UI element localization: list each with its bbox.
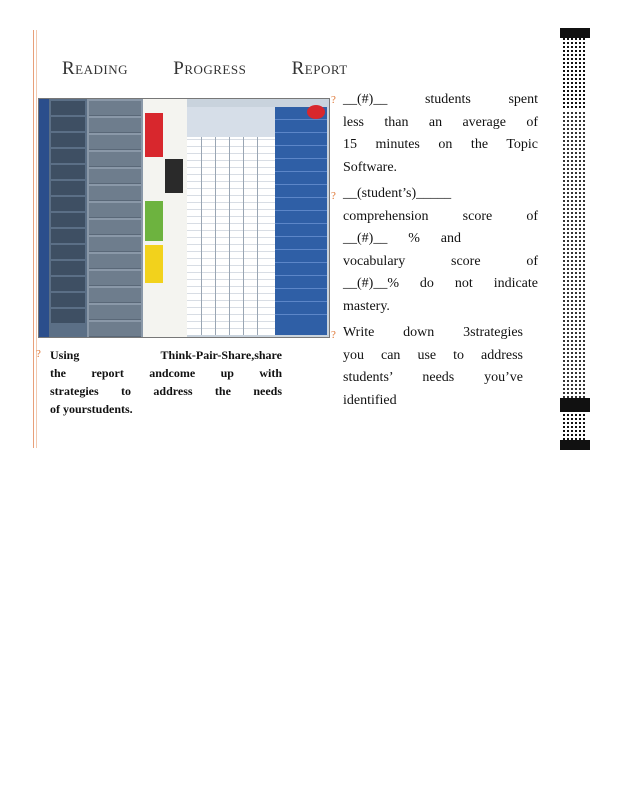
bullet-3-line-2: you can use to address	[343, 347, 523, 363]
bullet-1-line-1: __(#)__ students spent	[343, 92, 538, 107]
screenshot-green-tab	[145, 201, 163, 241]
screenshot-blue-header-column	[275, 107, 327, 335]
bullet-2-line-1: __(student’s)_____	[343, 186, 452, 201]
bullet-2-line-3: __(#)__ % and	[343, 231, 461, 246]
bullet-1-line-4: Software.	[343, 159, 398, 175]
bullet-1-line-3: 15 minutes on the Topic	[343, 137, 538, 152]
title-word-3: Report	[291, 58, 348, 79]
bullet-2-line-5: __(#)__% do not indicate	[343, 276, 538, 291]
bullet-1-text	[343, 89, 538, 179]
bullet-1-line-2: less than an average of	[343, 114, 538, 130]
bullet-3-line-3: students’ needs you’ve	[343, 370, 523, 385]
bullet-2-line-4: vocabulary score of	[343, 253, 538, 269]
screenshot-sidebar-bar	[39, 99, 49, 337]
page-title	[62, 58, 348, 80]
bullet-3-marker: ?	[331, 329, 336, 341]
screenshot-red-tab	[145, 113, 163, 157]
bullet-2-text	[343, 183, 538, 318]
caption-line-2: the report andcome up with	[50, 366, 282, 380]
bullet-2-line-2: comprehension score of	[343, 208, 538, 224]
title-word-2: Progress	[173, 58, 247, 79]
screenshot-yellow-tab	[145, 245, 163, 283]
decorative-dotted-strip	[560, 28, 590, 450]
report-screenshot-image	[38, 98, 330, 338]
bullet-3-line-4: identified	[343, 392, 397, 408]
margin-rule-inner	[36, 30, 37, 448]
title-word-1: Reading	[62, 58, 128, 79]
screenshot-nav-column	[49, 99, 87, 337]
bullet-1-marker: ?	[331, 94, 336, 106]
bullet-2-line-6: mastery.	[343, 298, 390, 314]
caption-text	[50, 346, 282, 418]
caption-bullet: ?	[36, 348, 41, 360]
caption-line-4: of yourstudents.	[50, 402, 133, 416]
screenshot-student-list	[87, 99, 143, 337]
caption-line-1: Using Think-Pair-Share,share	[50, 348, 282, 362]
bullet-2-marker: ?	[331, 190, 336, 202]
screenshot-brand-logo	[307, 105, 325, 119]
margin-rule	[33, 30, 34, 448]
bullet-3-text	[343, 322, 523, 412]
caption-line-3: strategies to address the needs	[50, 384, 282, 398]
bullet-3-line-1: Write down 3strategies	[343, 325, 523, 340]
screenshot-sam-logo	[165, 159, 183, 193]
